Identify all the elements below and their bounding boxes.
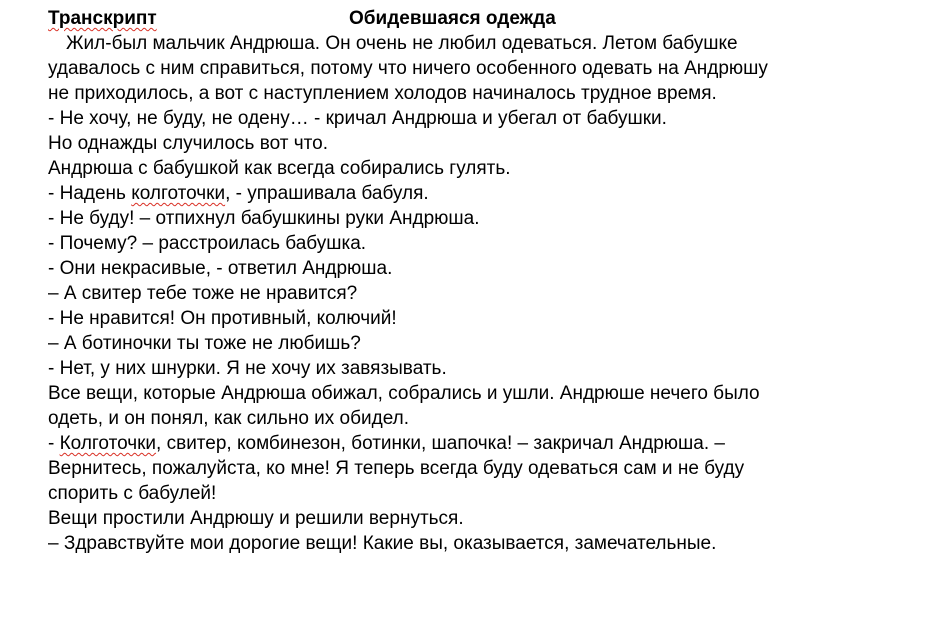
text-line-18: Вернитесь, пожалуйста, ко мне! Я теперь всегда буду одеваться сам и не буду <box>48 458 745 479</box>
text-line-8: - Не буду! – отпихнул бабушкины руки Андрюша. <box>48 208 480 229</box>
text-line-9: - Почему? – расстроилась бабушка. <box>48 233 367 254</box>
text-line-1: Жил-был мальчик Андрюша. Он очень не любил одеваться. Летом бабушке <box>66 33 738 54</box>
text-line-2: удавалось с ним справиться, потому что ничего особенного одевать на Андрюшу <box>48 58 768 79</box>
document-title: Обидевшаяся одежда <box>349 8 556 29</box>
document-body <box>48 6 928 556</box>
text-segment: - Надень <box>48 183 132 204</box>
text-line-7 <box>48 181 928 206</box>
text-line-10: - Они некрасивые, - ответил Андрюша. <box>48 258 393 279</box>
text-line-6: Андрюша с бабушкой как всегда собирались гулять. <box>48 158 511 179</box>
misspelled-word: Колготочки <box>59 433 157 454</box>
misspelled-word: колготочки <box>131 183 226 204</box>
text-line-16: одеть, и он понял, как сильно их обидел. <box>48 408 410 429</box>
text-line-12: - Не нравится! Он противный, колючий! <box>48 308 397 329</box>
text-line-14: - Нет, у них шнурки. Я не хочу их завязывать. <box>48 358 447 379</box>
text-line-19: спорить с бабулей! <box>48 483 217 504</box>
text-line-11: – А свитер тебе тоже не нравится? <box>48 283 358 304</box>
text-line-4: - Не хочу, не буду, не одену… - кричал Андрюша и убегал от бабушки. <box>48 108 667 129</box>
text-line-15: Все вещи, которые Андрюша обижал, собрались и ушли. Андрюше нечего было <box>48 383 760 404</box>
text-segment: , - упрашивала бабуля. <box>225 183 429 204</box>
text-line-20: Вещи простили Андрюшу и решили вернуться. <box>48 508 464 529</box>
text-line-17 <box>48 431 928 456</box>
text-line-3: не приходилось, а вот с наступлением холодов начиналось трудное время. <box>48 83 717 104</box>
document-header <box>48 6 928 31</box>
text-line-21: – Здравствуйте мои дорогие вещи! Какие вы, оказывается, замечательные. <box>48 533 717 554</box>
text-line-13: – А ботиночки ты тоже не любишь? <box>48 333 361 354</box>
text-segment: , свитер, комбинезон, ботинки, шапочка! – закричал Андрюша. – <box>156 433 725 454</box>
text-segment: - <box>48 433 60 454</box>
transcript-label: Транскрипт <box>48 8 157 29</box>
text-line-5: Но однажды случилось вот что. <box>48 133 328 154</box>
